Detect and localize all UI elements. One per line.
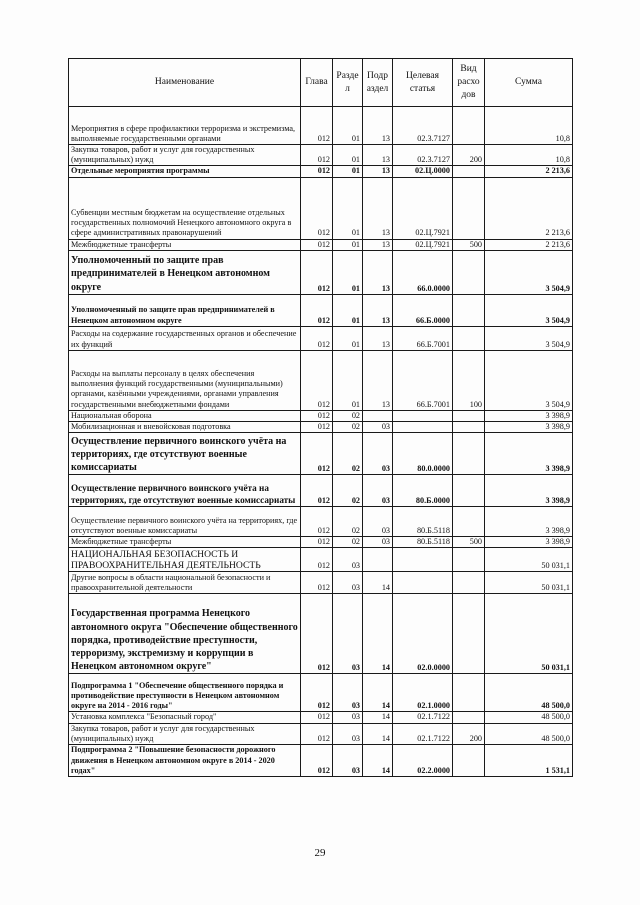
cell-vid: [453, 712, 485, 723]
table-row: [69, 177, 573, 239]
cell-celevaya: 02.Ц.7921: [393, 239, 453, 250]
cell-name: Государственная программа Ненецкого автономного округа "Обеспечение общественного порядка, противодействие преступности, терроризму, экстремизму и коррупции в Ненецком автономном округе": [69, 594, 301, 674]
cell-name: Расходы на содержание государственных органов и обеспечение их функций: [69, 326, 301, 350]
cell-glava: 012: [301, 326, 333, 350]
header-vid: Вид расхо дов: [453, 59, 485, 107]
cell-razdel: 01: [333, 350, 363, 410]
cell-glava: 012: [301, 166, 333, 177]
cell-celevaya: [393, 410, 453, 421]
header-razdel: Разде л: [333, 59, 363, 107]
cell-razdel: 02: [333, 433, 363, 475]
cell-glava: 012: [301, 712, 333, 723]
cell-vid: [453, 166, 485, 177]
cell-podrazdel: 13: [363, 107, 393, 145]
cell-celevaya: [393, 422, 453, 433]
cell-celevaya: 02.Ц.0000: [393, 166, 453, 177]
cell-summa: 3 398,9: [485, 475, 573, 507]
cell-vid: [453, 674, 485, 712]
cell-vid: [453, 177, 485, 239]
cell-podrazdel: 13: [363, 250, 393, 294]
cell-glava: 012: [301, 433, 333, 475]
cell-name: Закупка товаров, работ и услуг для государственных (муниципальных) нужд: [69, 723, 301, 744]
cell-glava: 012: [301, 537, 333, 548]
table-row: [69, 166, 573, 177]
cell-celevaya: 66.0.0000: [393, 250, 453, 294]
cell-celevaya: 66.Б.7001: [393, 326, 453, 350]
table-row: [69, 723, 573, 744]
table-row: [69, 422, 573, 433]
table-row: [69, 548, 573, 572]
cell-podrazdel: 13: [363, 177, 393, 239]
cell-summa: 3 504,9: [485, 326, 573, 350]
cell-razdel: 03: [333, 723, 363, 744]
cell-razdel: 02: [333, 507, 363, 537]
cell-razdel: 02: [333, 422, 363, 433]
cell-razdel: 03: [333, 548, 363, 572]
cell-celevaya: 66.Б.7001: [393, 350, 453, 410]
cell-podrazdel: 13: [363, 166, 393, 177]
table-row: [69, 674, 573, 712]
cell-podrazdel: 03: [363, 475, 393, 507]
cell-celevaya: 80.Б.0000: [393, 475, 453, 507]
cell-glava: 012: [301, 350, 333, 410]
cell-name: Другие вопросы в области национальной безопасности и правоохранительной деятельности: [69, 572, 301, 594]
cell-podrazdel: 13: [363, 350, 393, 410]
cell-celevaya: [393, 548, 453, 572]
table-row: [69, 594, 573, 674]
table-row: [69, 537, 573, 548]
cell-podrazdel: 13: [363, 239, 393, 250]
cell-glava: 012: [301, 294, 333, 326]
cell-vid: [453, 548, 485, 572]
cell-name: Национальная оборона: [69, 410, 301, 421]
cell-summa: 10,8: [485, 145, 573, 166]
cell-celevaya: 80.Б.5118: [393, 507, 453, 537]
cell-razdel: 01: [333, 145, 363, 166]
cell-summa: 50 031,1: [485, 594, 573, 674]
cell-name: Мероприятия в сфере профилактики терроризма и экстремизма, выполняемые государственными органами: [69, 107, 301, 145]
header-celevaya: Целевая статья: [393, 59, 453, 107]
table-row: [69, 107, 573, 145]
cell-razdel: 03: [333, 712, 363, 723]
cell-vid: [453, 433, 485, 475]
cell-name: Мобилизационная и вневойсковая подготовка: [69, 422, 301, 433]
cell-razdel: 02: [333, 475, 363, 507]
cell-celevaya: 02.3.7127: [393, 107, 453, 145]
cell-name: Осуществление первичного воинского учёта на территориях, где отсутствуют военные комиссариаты: [69, 433, 301, 475]
cell-podrazdel: 14: [363, 723, 393, 744]
cell-vid: [453, 475, 485, 507]
cell-glava: 012: [301, 572, 333, 594]
cell-razdel: 03: [333, 674, 363, 712]
cell-name: Уполномоченный по защите прав предпринимателей в Ненецком автономном округе: [69, 294, 301, 326]
cell-razdel: 03: [333, 745, 363, 777]
cell-glava: 012: [301, 145, 333, 166]
cell-celevaya: 80.0.0000: [393, 433, 453, 475]
cell-podrazdel: 03: [363, 507, 393, 537]
cell-podrazdel: 14: [363, 674, 393, 712]
cell-name: Межбюджетные трансферты: [69, 537, 301, 548]
cell-celevaya: 02.Ц.7921: [393, 177, 453, 239]
cell-razdel: 03: [333, 572, 363, 594]
cell-vid: [453, 594, 485, 674]
cell-glava: 012: [301, 250, 333, 294]
cell-vid: [453, 250, 485, 294]
cell-glava: 012: [301, 239, 333, 250]
cell-summa: 3 504,9: [485, 350, 573, 410]
cell-summa: 3 398,9: [485, 507, 573, 537]
table-row: [69, 475, 573, 507]
cell-razdel: 01: [333, 294, 363, 326]
table-row: [69, 745, 573, 777]
cell-razdel: 03: [333, 594, 363, 674]
cell-name: Осуществление первичного воинского учёта на территориях, где отсутствуют военные комиссариаты: [69, 475, 301, 507]
cell-razdel: 01: [333, 107, 363, 145]
cell-podrazdel: 03: [363, 537, 393, 548]
cell-vid: [453, 745, 485, 777]
cell-vid: 200: [453, 145, 485, 166]
table-row: [69, 507, 573, 537]
cell-summa: 48 500,0: [485, 712, 573, 723]
cell-glava: 012: [301, 107, 333, 145]
cell-celevaya: 66.Б.0000: [393, 294, 453, 326]
cell-vid: [453, 422, 485, 433]
cell-name: НАЦИОНАЛЬНАЯ БЕЗОПАСНОСТЬ И ПРАВООХРАНИТЕЛЬНАЯ ДЕЯТЕЛЬНОСТЬ: [69, 548, 301, 572]
cell-vid: 100: [453, 350, 485, 410]
table-row: [69, 712, 573, 723]
cell-glava: 012: [301, 475, 333, 507]
cell-podrazdel: 14: [363, 594, 393, 674]
cell-vid: 500: [453, 239, 485, 250]
table-row: [69, 239, 573, 250]
cell-glava: 012: [301, 548, 333, 572]
cell-name: Осуществление первичного воинского учёта на территориях, где отсутствуют военные комиссариаты: [69, 507, 301, 537]
cell-summa: 3 398,9: [485, 410, 573, 421]
cell-vid: 200: [453, 723, 485, 744]
cell-podrazdel: 03: [363, 422, 393, 433]
table-row: [69, 145, 573, 166]
cell-celevaya: 02.1.0000: [393, 674, 453, 712]
cell-name: Подпрограмма 1 "Обеспечение общественного порядка и противодействие преступности в Ненецком автономном округе на 2014 - 2016 годы": [69, 674, 301, 712]
cell-vid: [453, 507, 485, 537]
cell-name: Субвенции местным бюджетам на осуществление отдельных государственных полномочий Ненецкого автономного округа в сфере административных правонарушений: [69, 177, 301, 239]
cell-vid: [453, 107, 485, 145]
cell-vid: [453, 294, 485, 326]
cell-podrazdel: 14: [363, 745, 393, 777]
cell-summa: 3 504,9: [485, 294, 573, 326]
cell-glava: 012: [301, 674, 333, 712]
header-podrazdel: Подр аздел: [363, 59, 393, 107]
table-header-row: [69, 59, 573, 107]
cell-summa: 2 213,6: [485, 239, 573, 250]
cell-summa: 3 398,9: [485, 433, 573, 475]
budget-table: [68, 58, 573, 777]
cell-summa: 1 531,1: [485, 745, 573, 777]
cell-celevaya: 02.1.7122: [393, 712, 453, 723]
header-name: Наименование: [69, 59, 301, 107]
cell-name: Закупка товаров, работ и услуг для государственных (муниципальных) нужд: [69, 145, 301, 166]
table-row: [69, 572, 573, 594]
cell-summa: 2 213,6: [485, 177, 573, 239]
cell-razdel: 02: [333, 537, 363, 548]
cell-vid: [453, 410, 485, 421]
cell-summa: 3 398,9: [485, 422, 573, 433]
header-summa: Сумма: [485, 59, 573, 107]
cell-podrazdel: 13: [363, 326, 393, 350]
cell-celevaya: [393, 572, 453, 594]
cell-razdel: 01: [333, 250, 363, 294]
cell-glava: 012: [301, 507, 333, 537]
cell-name: Уполномоченный по защите прав предпринимателей в Ненецком автономном округе: [69, 250, 301, 294]
cell-summa: 50 031,1: [485, 548, 573, 572]
table-row: [69, 294, 573, 326]
cell-name: Подпрограмма 2 "Повышение безопасности дорожного движения в Ненецком автономном округе в 2014 - 2020 годах": [69, 745, 301, 777]
table-row: [69, 410, 573, 421]
cell-podrazdel: 14: [363, 712, 393, 723]
cell-glava: 012: [301, 594, 333, 674]
cell-summa: 3 504,9: [485, 250, 573, 294]
cell-celevaya: 02.1.7122: [393, 723, 453, 744]
cell-name: Межбюджетные трансферты: [69, 239, 301, 250]
cell-podrazdel: 14: [363, 572, 393, 594]
cell-podrazdel: 13: [363, 294, 393, 326]
table-row: [69, 250, 573, 294]
cell-summa: 2 213,6: [485, 166, 573, 177]
cell-celevaya: 80.Б.5118: [393, 537, 453, 548]
cell-celevaya: 02.0.0000: [393, 594, 453, 674]
cell-vid: [453, 326, 485, 350]
cell-name: Установка комплекса "Безопасный город": [69, 712, 301, 723]
table-row: [69, 433, 573, 475]
cell-vid: 500: [453, 537, 485, 548]
cell-podrazdel: 13: [363, 145, 393, 166]
cell-razdel: 01: [333, 239, 363, 250]
cell-glava: 012: [301, 422, 333, 433]
cell-podrazdel: 03: [363, 433, 393, 475]
cell-podrazdel: [363, 548, 393, 572]
table-row: [69, 326, 573, 350]
cell-name: Отдельные мероприятия программы: [69, 166, 301, 177]
cell-summa: 3 398,9: [485, 537, 573, 548]
cell-razdel: 01: [333, 166, 363, 177]
cell-celevaya: 02.3.7127: [393, 145, 453, 166]
cell-vid: [453, 572, 485, 594]
cell-name: Расходы на выплаты персоналу в целях обеспечения выполнения функций государственными (муниципальными) органами, казёнными учреждениями, органами управления государственными внебюджетными фондами: [69, 350, 301, 410]
cell-summa: 10,8: [485, 107, 573, 145]
cell-summa: 48 500,0: [485, 674, 573, 712]
table-row: [69, 350, 573, 410]
cell-glava: 012: [301, 723, 333, 744]
cell-glava: 012: [301, 177, 333, 239]
cell-summa: 50 031,1: [485, 572, 573, 594]
cell-razdel: 01: [333, 177, 363, 239]
header-glava: Глава: [301, 59, 333, 107]
cell-razdel: 01: [333, 326, 363, 350]
cell-podrazdel: [363, 410, 393, 421]
cell-razdel: 02: [333, 410, 363, 421]
cell-glava: 012: [301, 745, 333, 777]
page-number: 29: [314, 847, 326, 859]
cell-summa: 48 500,0: [485, 723, 573, 744]
table-body: [69, 107, 573, 777]
cell-glava: 012: [301, 410, 333, 421]
cell-celevaya: 02.2.0000: [393, 745, 453, 777]
